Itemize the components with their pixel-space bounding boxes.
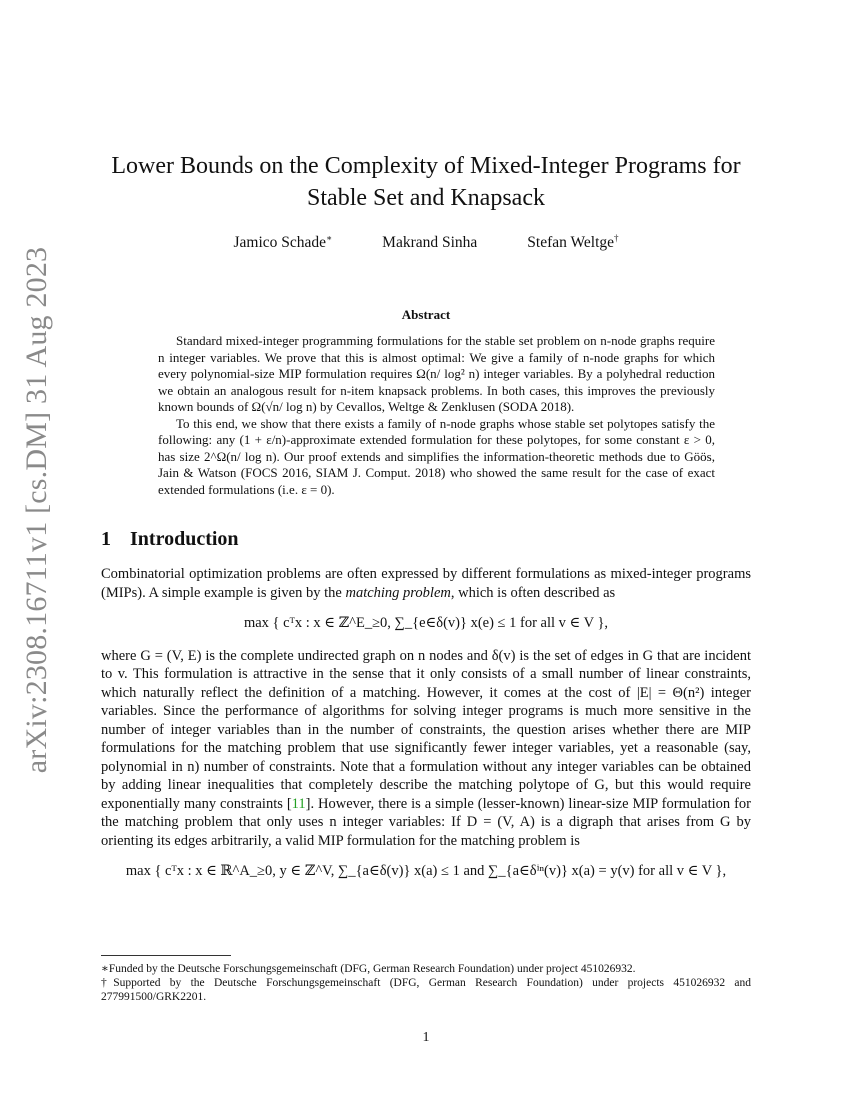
author: Stefan Weltge† — [527, 233, 619, 252]
paper-title — [101, 150, 751, 214]
intro-paragraph-1: Combinatorial optimization problems are often expressed by different formulations as mixed-integer programs (MIPs). A simple example is given by the matching problem, which is often described as — [101, 566, 751, 601]
section-body — [101, 565, 751, 895]
emphasis: matching problem — [345, 584, 451, 601]
equation-digraph-mip: max { cᵀx : x ∈ ℝ^A_≥0, y ∈ ℤ^V, ∑_{a∈δ(v)} x(a) ≤ 1 and ∑_{a∈δⁱⁿ(v)} x(a) = y(v) for all v ∈ V }, — [125, 863, 727, 879]
author: Jamico Schade∗ — [233, 233, 333, 252]
page-number: 1 — [422, 1030, 430, 1045]
footnotes — [101, 955, 751, 1004]
footnote-2: †Supported by the Deutsche Forschungsgemeinschaft (DFG, German Research Foundation) under projects 451026932 and 277991500/GRK2201. — [101, 977, 751, 1003]
section-title: Introduction — [130, 528, 239, 550]
author-list — [101, 233, 751, 252]
arxiv-sidebar-stamp — [12, 246, 62, 774]
citation-link[interactable]: 11 — [291, 795, 306, 812]
author: Makrand Sinha — [382, 234, 478, 252]
arxiv-identifier: arXiv:2308.16711v1 [cs.DM] 31 Aug 2023 — [20, 246, 54, 774]
footnote-rule — [101, 955, 231, 956]
section-heading — [101, 528, 239, 551]
intro-paragraph-2: where G = (V, E) is the complete undirected graph on n nodes and δ(v) is the set of edges in G that are incident to v. This formulation is attractive in the sense that it only consists of a small number of linear constraints, which naturally reflect the definition of a matching. However, it comes at the cost of |E| = Θ(n²) integer variables. Since the performance of algorithms for solving integer programs is much more sensitive in the number of integer variables than in the number of constraints, the question arises whether there are MIP formulations for the matching problem that use significantly fewer integer variables, yet a reasonable (say, polynomial in n) number of constraints. Note that a formulation without any integer variables can be obtained by adding linear inequalities that completely describe the matching polytope of G, but this would require exponentially many constraints [11]. However, there is a simple (lesser-known) linear-size MIP formulation for the matching problem that only uses n integer variables: If D = (V, A) is a digraph that arises from G by orienting its edges arbitrarily, a valid MIP formulation for the matching problem is — [101, 647, 751, 849]
abstract-paragraph-2: To this end, we show that there exists a family of n-node graphs whose stable set polytopes satisfy the following: any (1 + ε/n)-approximate extended formulation for these polytopes, for some constant ε > 0, has size 2^Ω(n/ log n). Our proof extends and simplifies the information-theoretic methods due to Göös, Jain & Watson (FOCS 2016, SIAM J. Comput. 2018) who showed the same result for the case of exact extended formulations (i.e. ε = 0). — [158, 415, 715, 497]
abstract — [158, 333, 715, 498]
footnote-1: ∗Funded by the Deutsche Forschungsgemeinschaft (DFG, German Research Foundation) under project 451026932. — [101, 963, 636, 975]
equation-matching: max { cᵀx : x ∈ ℤ^E_≥0, ∑_{e∈δ(v)} x(e) ≤ 1 for all v ∈ V }, — [243, 615, 609, 631]
title-line-2: Stable Set and Knapsack — [307, 185, 545, 211]
section-number: 1 — [101, 528, 111, 550]
title-line-1: Lower Bounds on the Complexity of Mixed-Integer Programs for — [111, 153, 741, 179]
abstract-heading: Abstract — [401, 307, 451, 322]
abstract-paragraph-1: Standard mixed-integer programming formulations for the stable set problem on n-node graphs require n integer variables. We prove that this is almost optimal: We give a family of n-node graphs for which every polynomial-size MIP formulation requires Ω(n/ log² n) integer variables. By a polyhedral reduction we obtain an analogous result for n-item knapsack problems. In both cases, this improves the previously known bounds of Ω(√n/ log n) by Cevallos, Weltge & Zenklusen (SODA 2018). — [158, 333, 715, 414]
